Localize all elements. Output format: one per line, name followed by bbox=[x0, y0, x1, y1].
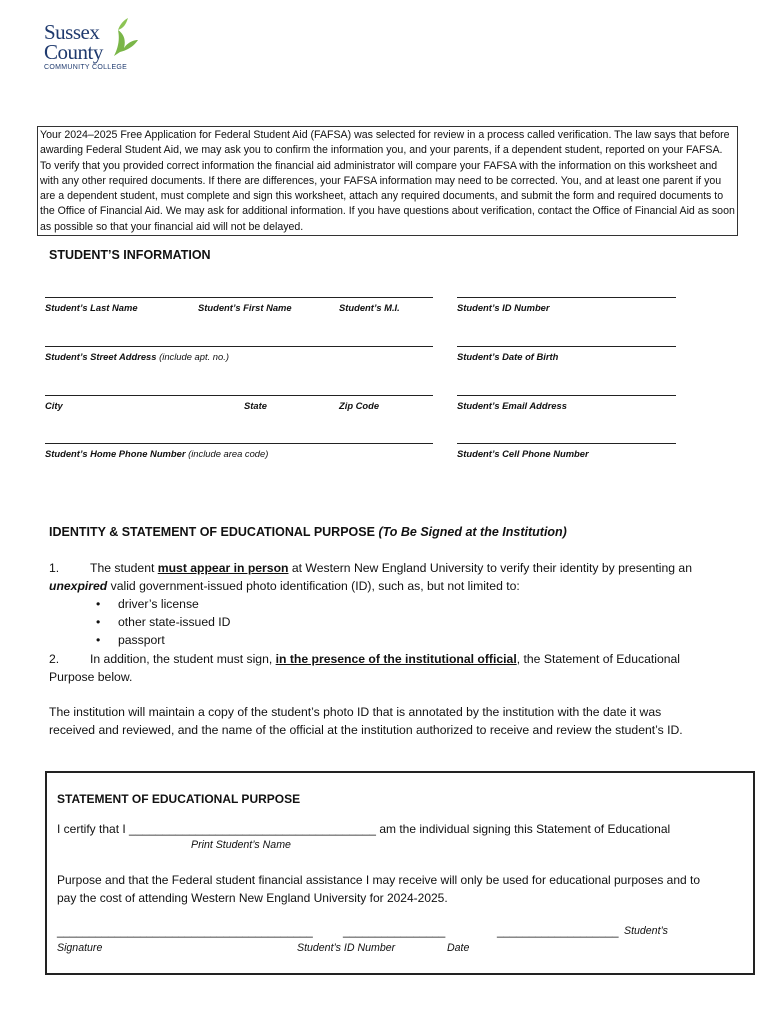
print-name-field[interactable]: _____________________________________ bbox=[129, 822, 376, 836]
cell-phone-line[interactable] bbox=[457, 443, 676, 444]
item-1-unexpired: unexpired bbox=[49, 579, 108, 593]
bullet-text: other state-issued ID bbox=[118, 615, 231, 629]
street-address-note: (include apt. no.) bbox=[159, 351, 229, 362]
students-label: Student’s bbox=[624, 925, 668, 937]
photo-id-line-2: received and reviewed, and the name of the official at the institution authorized to receive and review the student’s ID. bbox=[49, 723, 683, 737]
list-item: • driver’s license bbox=[96, 597, 199, 611]
identity-item-1 bbox=[49, 559, 739, 595]
date-sig-line bbox=[497, 923, 619, 941]
bullet-text: driver’s license bbox=[118, 597, 199, 611]
name-line[interactable] bbox=[45, 297, 433, 298]
id-number-label: Student’s ID Number bbox=[297, 942, 396, 954]
item-2-number: 2. bbox=[49, 652, 60, 666]
item-2-text-a: In addition, the student must sign, bbox=[90, 652, 276, 666]
logo-line-1: Sussex bbox=[44, 20, 100, 44]
photo-id-line-1: The institution will maintain a copy of the student’s photo ID that is annotated by the institution with the date it was bbox=[49, 705, 662, 719]
student-info-title: STUDENT’S INFORMATION bbox=[49, 248, 211, 262]
item-2-text-c: , the Statement of Educational bbox=[516, 652, 681, 666]
dob-line[interactable] bbox=[457, 346, 676, 347]
statement-title: STATEMENT OF EDUCATIONAL PURPOSE bbox=[57, 792, 301, 806]
city-state-zip-line[interactable] bbox=[45, 395, 433, 396]
last-name-label: Student’s Last Name bbox=[45, 302, 138, 313]
home-phone-line[interactable] bbox=[45, 443, 433, 444]
home-phone-note: (include area code) bbox=[188, 448, 269, 459]
student-id-sig-line bbox=[343, 923, 445, 941]
student-id-field[interactable]: ________________ bbox=[343, 926, 446, 938]
list-item: • passport bbox=[96, 633, 165, 647]
street-address-label-text: Student’s Street Address bbox=[45, 351, 157, 362]
identity-item-2 bbox=[49, 650, 739, 686]
item-1-emphasis: must appear in person bbox=[157, 561, 289, 575]
signature-line bbox=[57, 923, 313, 941]
item-1-number: 1. bbox=[49, 561, 60, 575]
id-bullet-list bbox=[96, 595, 230, 649]
logo-line-3: COMMUNITY COLLEGE bbox=[44, 64, 128, 71]
certify-text-a: I certify that I bbox=[57, 822, 126, 836]
verification-intro-box: Your 2024–2025 Free Application for Federal Student Aid (FAFSA) was selected for review in a process called verification. The law says that before awarding Federal Student Aid, we may ask you to confirm the information you, and your parents, if a dependent student, reported on your FAFSA. To verify that you provided correct information the financial aid administrator will compare your FAFSA with the information on this worksheet and with any other required documents. If there are differences, your FAFSA information may need to be corrected. You, and at least one parent if you are a dependent student, must complete and sign this worksheet, attach any required documents, and submit the form and required documents to the Office of Financial Aid. We may ask for additional information. If you have questions about verification, contact the Office of Financial Aid as soon as possible so that your financial aid will not be delayed. bbox=[37, 126, 738, 236]
identity-title-text: IDENTITY & STATEMENT OF EDUCATIONAL PURPOSE bbox=[49, 525, 375, 539]
item-2-text-d: Purpose below. bbox=[49, 670, 133, 684]
identity-title bbox=[49, 525, 567, 539]
date-label: Date bbox=[447, 942, 470, 954]
bullet-text: passport bbox=[118, 633, 165, 647]
identity-title-note: (To Be Signed at the Institution) bbox=[378, 525, 567, 539]
signature-label: Signature bbox=[57, 942, 103, 954]
street-address-label bbox=[45, 351, 229, 362]
signature-field[interactable]: ________________________________________ bbox=[57, 926, 313, 938]
dob-label: Student’s Date of Birth bbox=[457, 351, 559, 362]
photo-id-paragraph bbox=[49, 703, 749, 739]
print-name-label: Print Student’s Name bbox=[191, 839, 291, 851]
city-label: City bbox=[45, 400, 63, 411]
date-field[interactable]: ___________________ bbox=[497, 926, 619, 938]
email-line[interactable] bbox=[457, 395, 676, 396]
item-2-emphasis: in the presence of the institutional official bbox=[275, 652, 517, 666]
zip-label: Zip Code bbox=[339, 400, 380, 411]
certify-text-b: am the individual signing this Statement of Educational bbox=[379, 822, 671, 836]
logo-line-2: County bbox=[44, 40, 103, 64]
home-phone-label-text: Student’s Home Phone Number bbox=[45, 448, 186, 459]
email-label: Student’s Email Address bbox=[457, 400, 567, 411]
item-1-text-c: at Western New England University to verify their identity by presenting an bbox=[288, 561, 692, 575]
middle-initial-label: Student’s M.I. bbox=[339, 302, 400, 313]
item-1-text-e: valid government-issued photo identification (ID), such as, but not limited to: bbox=[107, 579, 520, 593]
student-id-label: Student’s ID Number bbox=[457, 302, 550, 313]
address-line[interactable] bbox=[45, 346, 433, 347]
leaf-icon bbox=[108, 18, 140, 58]
statement-body bbox=[57, 871, 747, 907]
certify-line bbox=[57, 820, 670, 838]
state-label: State bbox=[244, 400, 267, 411]
statement-line-3: pay the cost of attending Western New England University for 2024-2025. bbox=[57, 891, 448, 905]
college-logo bbox=[44, 22, 154, 82]
home-phone-label bbox=[45, 448, 268, 459]
statement-line-2: Purpose and that the Federal student financial assistance I may receive will only be used for educational purposes and to bbox=[57, 873, 701, 887]
student-id-line[interactable] bbox=[457, 297, 676, 298]
list-item: • other state-issued ID bbox=[96, 615, 231, 629]
cell-phone-label: Student’s Cell Phone Number bbox=[457, 448, 589, 459]
first-name-label: Student’s First Name bbox=[198, 302, 292, 313]
item-1-text-a: The student bbox=[90, 561, 158, 575]
